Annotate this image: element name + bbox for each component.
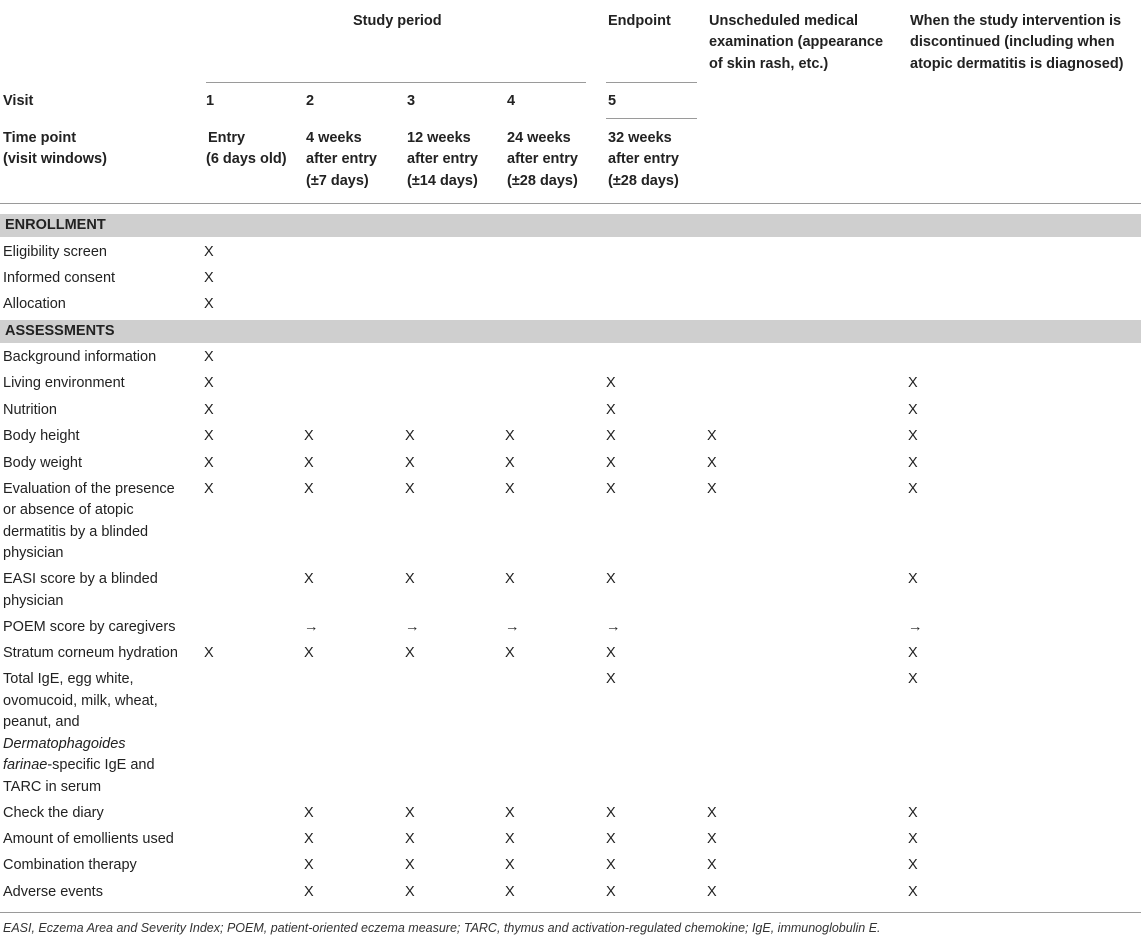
row-label: POEM score by caregivers <box>3 619 176 635</box>
time-point-5-line-3: (±28 days) <box>608 173 679 189</box>
mark-visit-3: X <box>405 831 415 847</box>
mark-visit-2: X <box>304 857 314 873</box>
enrollment-section-bar <box>0 214 1141 237</box>
mark-visit-3: X <box>405 481 415 497</box>
mark-visit-5: X <box>606 645 616 661</box>
mark-visit-1: X <box>204 402 214 418</box>
row-label-line-2: or absence of atopic <box>3 502 134 518</box>
unscheduled-header-line-3: of skin rash, etc.) <box>709 56 829 72</box>
specific-ige-text: -specific IgE and <box>47 757 155 773</box>
time-point-1-line-2: (6 days old) <box>206 151 287 167</box>
mark-visit-2: X <box>304 481 314 497</box>
time-point-5-line-2: after entry <box>608 151 679 167</box>
visit-1: 1 <box>206 93 215 109</box>
table-bottom-rule <box>0 912 1141 913</box>
row-label-line-3: peanut, and <box>3 714 80 730</box>
visit-3: 3 <box>407 93 416 109</box>
endpoint-rule <box>606 82 697 83</box>
time-point-4-line-1: 24 weeks <box>507 130 571 146</box>
row-label: Allocation <box>3 296 66 312</box>
mark-unscheduled: X <box>707 857 717 873</box>
mark-visit-5: X <box>606 671 616 687</box>
mark-discontinued: X <box>908 671 918 687</box>
mark-discontinued: X <box>908 857 918 873</box>
row-label-line-1: EASI score by a blinded <box>3 571 158 587</box>
discontinued-header-line-3: atopic dermatitis is diagnosed) <box>910 56 1124 72</box>
mark-visit-3: X <box>405 571 415 587</box>
mark-unscheduled: X <box>707 455 717 471</box>
mark-visit-4: X <box>505 831 515 847</box>
row-label: Living environment <box>3 375 125 391</box>
row-label: Eligibility screen <box>3 244 107 260</box>
row-label: Informed consent <box>3 270 116 286</box>
mark-discontinued: X <box>908 831 918 847</box>
row-label-line-1: Total IgE, egg white, <box>3 671 134 687</box>
mark-visit-5: X <box>606 805 616 821</box>
mark-visit-4: X <box>505 645 515 661</box>
arrow-visit-2: → <box>304 619 319 635</box>
assessments-section-label: ASSESSMENTS <box>5 323 115 339</box>
mark-visit-5: X <box>606 428 616 444</box>
row-label: Stratum corneum hydration <box>3 645 178 661</box>
mark-discontinued: X <box>908 428 918 444</box>
visit-5: 5 <box>608 93 617 109</box>
visit-label: Visit <box>3 93 34 109</box>
study-period-header: Study period <box>353 13 442 29</box>
row-label-line-2: ovomucoid, milk, wheat, <box>3 693 158 709</box>
study-period-rule <box>206 82 586 83</box>
mark-discontinued: X <box>908 571 918 587</box>
endpoint-header: Endpoint <box>608 13 671 29</box>
row-label-line-4 <box>3 734 126 756</box>
time-point-4-line-2: after entry <box>507 151 578 167</box>
mark-discontinued: X <box>908 455 918 471</box>
mark-visit-5: X <box>606 481 616 497</box>
header-bottom-rule <box>0 203 1141 204</box>
mark-visit-4: X <box>505 455 515 471</box>
arrow-visit-5: → <box>606 619 621 635</box>
mark-discontinued: X <box>908 481 918 497</box>
mark-visit-1: X <box>204 645 214 661</box>
mark-visit-5: X <box>606 571 616 587</box>
mark-visit-1: X <box>204 244 214 260</box>
row-label-line-3: dermatitis by a blinded <box>3 524 149 540</box>
mark-visit-2: X <box>304 428 314 444</box>
unscheduled-header-line-2: examination (appearance <box>709 34 884 50</box>
arrow-discontinued: → <box>908 619 923 635</box>
time-point-2-line-1: 4 weeks <box>306 130 362 146</box>
mark-visit-4: X <box>505 884 515 900</box>
mark-visit-4: X <box>505 428 515 444</box>
mark-discontinued: X <box>908 645 918 661</box>
mark-unscheduled: X <box>707 428 717 444</box>
discontinued-header-line-1: When the study intervention is <box>910 13 1122 29</box>
time-point-1-line-1: Entry <box>208 130 246 146</box>
mark-visit-1: X <box>204 349 214 365</box>
arrow-visit-3: → <box>405 619 420 635</box>
time-point-label-line-2: (visit windows) <box>3 151 107 167</box>
mark-visit-5: X <box>606 375 616 391</box>
arrow-visit-4: → <box>505 619 520 635</box>
row-label-line-5 <box>3 755 155 777</box>
enrollment-section-label: ENROLLMENT <box>5 217 106 233</box>
mark-discontinued: X <box>908 884 918 900</box>
time-point-label-line-1: Time point <box>3 130 77 146</box>
mark-visit-1: X <box>204 270 214 286</box>
mark-visit-3: X <box>405 428 415 444</box>
mark-visit-4: X <box>505 571 515 587</box>
mark-visit-1: X <box>204 428 214 444</box>
mark-visit-4: X <box>505 857 515 873</box>
row-label: Adverse events <box>3 884 103 900</box>
mark-visit-3: X <box>405 805 415 821</box>
mark-visit-3: X <box>405 645 415 661</box>
discontinued-header-line-2: discontinued (including when <box>910 34 1115 50</box>
row-label-line-2: physician <box>3 593 64 609</box>
mark-visit-3: X <box>405 884 415 900</box>
mark-discontinued: X <box>908 375 918 391</box>
row-label: Body height <box>3 428 80 444</box>
mark-unscheduled: X <box>707 831 717 847</box>
row-label-line-1: Evaluation of the presence <box>3 481 175 497</box>
mark-visit-5: X <box>606 455 616 471</box>
row-label-line-6: TARC in serum <box>3 779 102 795</box>
mark-visit-1: X <box>204 375 214 391</box>
mark-visit-1: X <box>204 296 214 312</box>
mark-unscheduled: X <box>707 805 717 821</box>
time-point-2-line-2: after entry <box>306 151 377 167</box>
mark-visit-1: X <box>204 455 214 471</box>
mark-visit-2: X <box>304 571 314 587</box>
mark-visit-2: X <box>304 831 314 847</box>
endpoint-visit-rule <box>606 118 697 119</box>
assessments-section-bar <box>0 320 1141 343</box>
mark-visit-2: X <box>304 455 314 471</box>
mark-visit-4: X <box>505 481 515 497</box>
mark-visit-2: X <box>304 884 314 900</box>
mark-discontinued: X <box>908 402 918 418</box>
row-label: Body weight <box>3 455 82 471</box>
dermatophagoides-italic: Dermatophagoides <box>3 736 126 752</box>
unscheduled-header-line-1: Unscheduled medical <box>709 13 859 29</box>
mark-visit-2: X <box>304 805 314 821</box>
time-point-5-line-1: 32 weeks <box>608 130 672 146</box>
row-label: Amount of emollients used <box>3 831 174 847</box>
mark-visit-5: X <box>606 402 616 418</box>
mark-visit-3: X <box>405 857 415 873</box>
row-label: Nutrition <box>3 402 57 418</box>
mark-visit-3: X <box>405 455 415 471</box>
mark-unscheduled: X <box>707 481 717 497</box>
row-label-line-4: physician <box>3 545 64 561</box>
farinae-italic: farinae <box>3 757 48 773</box>
time-point-3-line-2: after entry <box>407 151 478 167</box>
time-point-4-line-3: (±28 days) <box>507 173 578 189</box>
row-label: Combination therapy <box>3 857 137 873</box>
mark-visit-5: X <box>606 857 616 873</box>
visit-2: 2 <box>306 93 315 109</box>
visit-4: 4 <box>507 93 516 109</box>
time-point-2-line-3: (±7 days) <box>306 173 369 189</box>
mark-visit-1: X <box>204 481 214 497</box>
mark-discontinued: X <box>908 805 918 821</box>
mark-unscheduled: X <box>707 884 717 900</box>
mark-visit-5: X <box>606 884 616 900</box>
mark-visit-4: X <box>505 805 515 821</box>
time-point-3-line-1: 12 weeks <box>407 130 471 146</box>
row-label: Check the diary <box>3 805 104 821</box>
table-footnote: EASI, Eczema Area and Severity Index; POEM, patient-oriented eczema measure; TARC, thymus and activation-regulated chemokine; IgE, immunoglobulin E. <box>3 921 881 935</box>
time-point-3-line-3: (±14 days) <box>407 173 478 189</box>
mark-visit-5: X <box>606 831 616 847</box>
mark-visit-2: X <box>304 645 314 661</box>
row-label: Background information <box>3 349 157 365</box>
